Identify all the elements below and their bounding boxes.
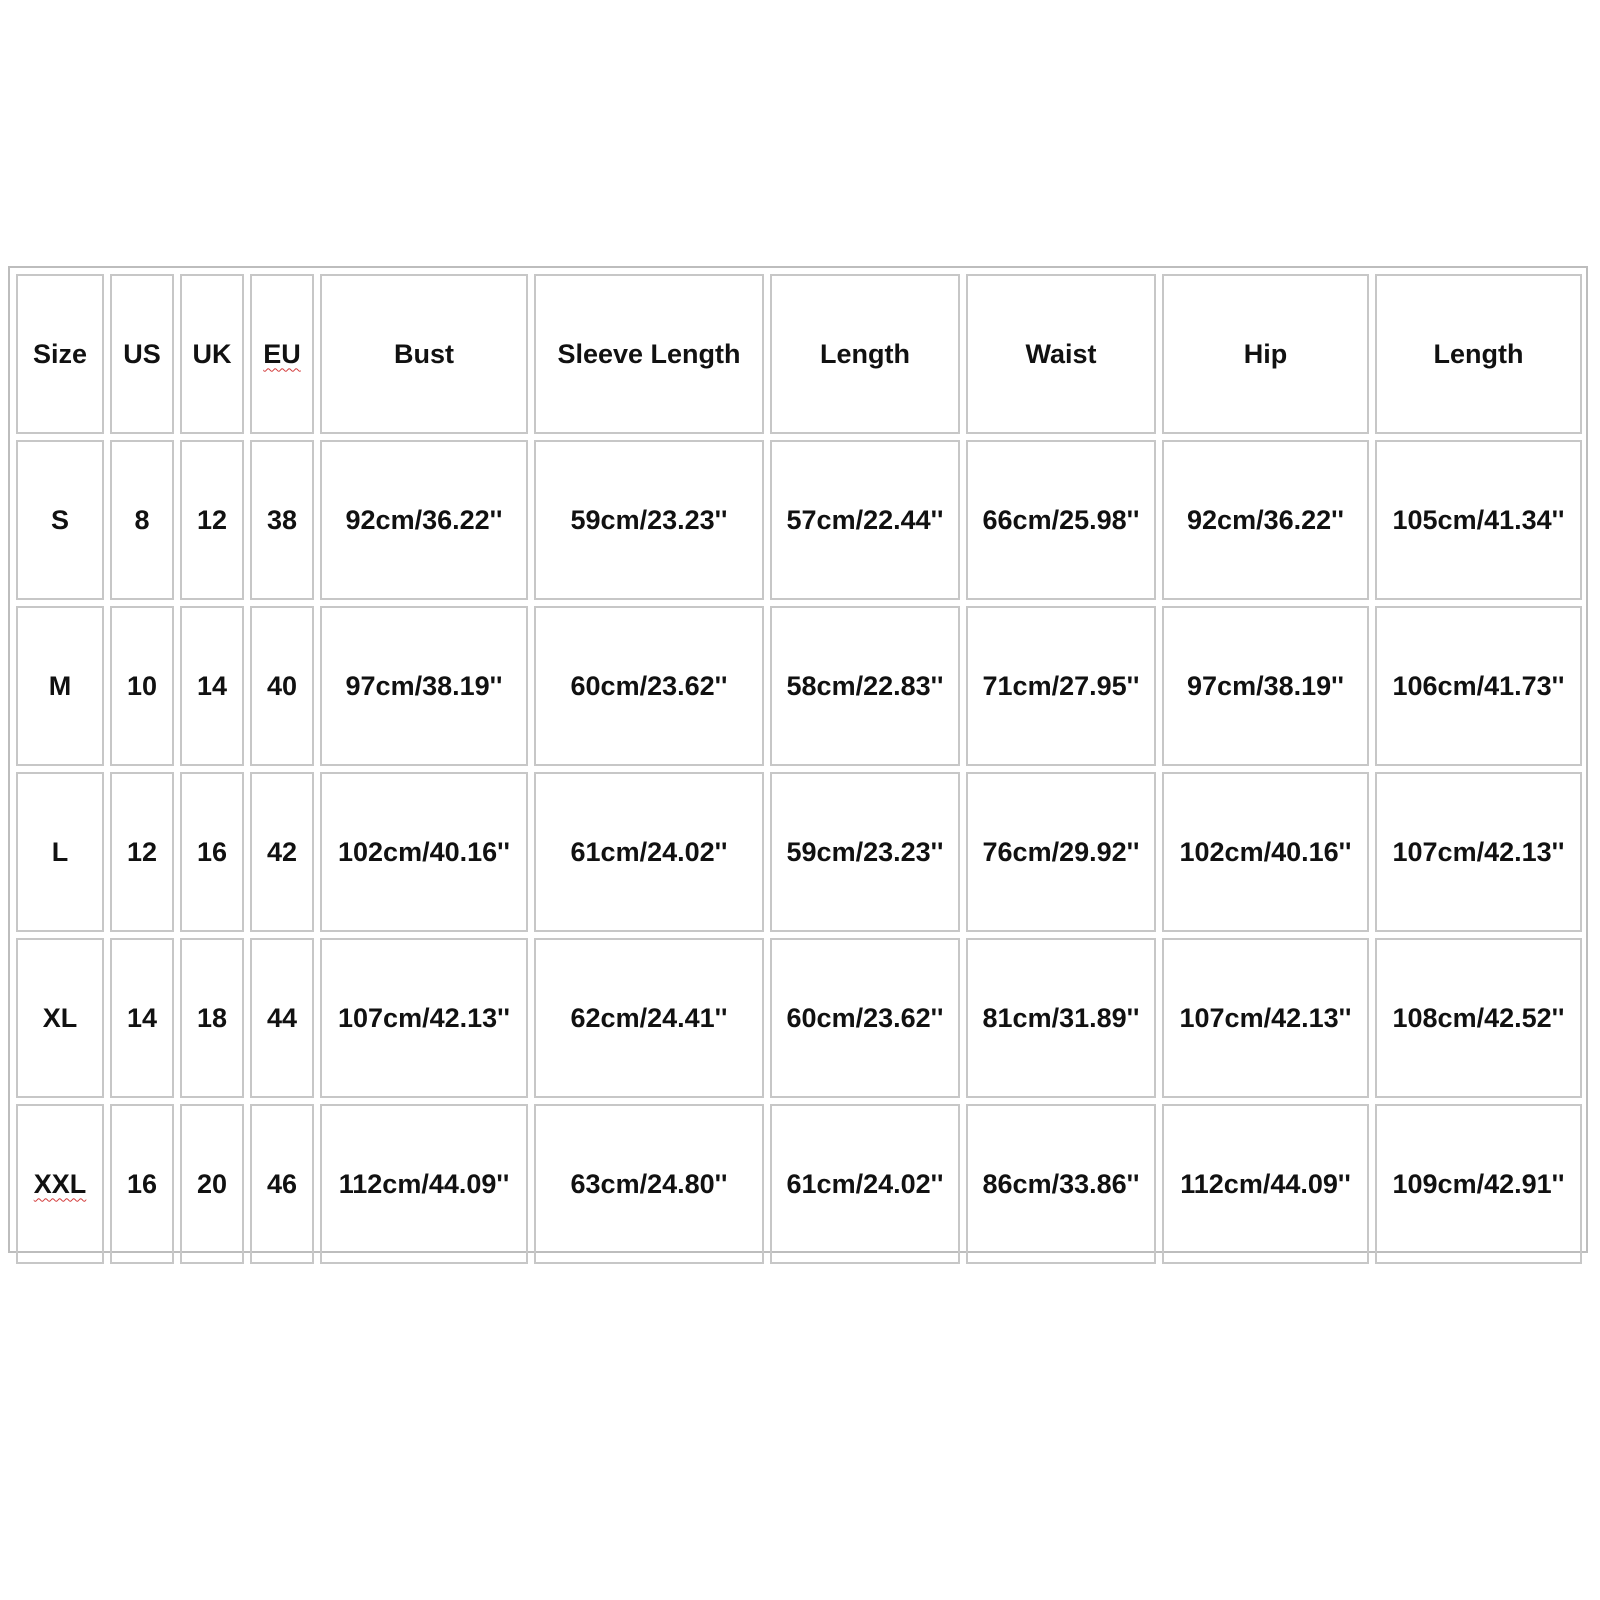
hip-cell: 97cm/38.19'' (1162, 606, 1369, 766)
size-cell: M (16, 606, 104, 766)
bust-cell: 97cm/38.19'' (320, 606, 528, 766)
header-us: US (110, 274, 174, 434)
waist-cell: 71cm/27.95'' (966, 606, 1156, 766)
uk-cell: 20 (180, 1104, 244, 1264)
bust-cell: 112cm/44.09'' (320, 1104, 528, 1264)
size-chart-table (10, 268, 1588, 1270)
us-cell: 14 (110, 938, 174, 1098)
hip-cell: 107cm/42.13'' (1162, 938, 1369, 1098)
header-eu (250, 274, 314, 434)
waist-cell: 66cm/25.98'' (966, 440, 1156, 600)
table-row (16, 938, 1582, 1098)
sleeve-length-cell: 62cm/24.41'' (534, 938, 764, 1098)
header-hip: Hip (1162, 274, 1369, 434)
total-length-cell: 106cm/41.73'' (1375, 606, 1582, 766)
total-length-cell: 107cm/42.13'' (1375, 772, 1582, 932)
table-row (16, 440, 1582, 600)
us-cell: 10 (110, 606, 174, 766)
length-cell: 61cm/24.02'' (770, 1104, 960, 1264)
header-sleeve-length: Sleeve Length (534, 274, 764, 434)
uk-cell: 18 (180, 938, 244, 1098)
table-row (16, 772, 1582, 932)
sleeve-length-cell: 61cm/24.02'' (534, 772, 764, 932)
eu-cell: 42 (250, 772, 314, 932)
total-length-cell: 108cm/42.52'' (1375, 938, 1582, 1098)
bust-cell: 107cm/42.13'' (320, 938, 528, 1098)
us-cell: 12 (110, 772, 174, 932)
bust-cell: 102cm/40.16'' (320, 772, 528, 932)
table-row (16, 1104, 1582, 1264)
uk-cell: 12 (180, 440, 244, 600)
length-cell: 60cm/23.62'' (770, 938, 960, 1098)
total-length-cell: 105cm/41.34'' (1375, 440, 1582, 600)
sleeve-length-cell: 60cm/23.62'' (534, 606, 764, 766)
hip-cell: 92cm/36.22'' (1162, 440, 1369, 600)
size-cell (16, 1104, 104, 1264)
hip-cell: 112cm/44.09'' (1162, 1104, 1369, 1264)
eu-cell: 38 (250, 440, 314, 600)
eu-cell: 46 (250, 1104, 314, 1264)
header-total-length: Length (1375, 274, 1582, 434)
header-size: Size (16, 274, 104, 434)
length-cell: 59cm/23.23'' (770, 772, 960, 932)
waist-cell: 76cm/29.92'' (966, 772, 1156, 932)
size-chart (8, 266, 1588, 1253)
hip-cell: 102cm/40.16'' (1162, 772, 1369, 932)
size-cell-label: XXL (33, 1168, 87, 1199)
size-cell: XL (16, 938, 104, 1098)
waist-cell: 86cm/33.86'' (966, 1104, 1156, 1264)
header-bust: Bust (320, 274, 528, 434)
us-cell: 16 (110, 1104, 174, 1264)
total-length-cell: 109cm/42.91'' (1375, 1104, 1582, 1264)
waist-cell: 81cm/31.89'' (966, 938, 1156, 1098)
uk-cell: 16 (180, 772, 244, 932)
header-eu-label: EU (263, 338, 301, 369)
header-length: Length (770, 274, 960, 434)
size-cell: S (16, 440, 104, 600)
header-row (16, 274, 1582, 434)
eu-cell: 40 (250, 606, 314, 766)
length-cell: 57cm/22.44'' (770, 440, 960, 600)
bust-cell: 92cm/36.22'' (320, 440, 528, 600)
header-waist: Waist (966, 274, 1156, 434)
sleeve-length-cell: 59cm/23.23'' (534, 440, 764, 600)
table-row (16, 606, 1582, 766)
length-cell: 58cm/22.83'' (770, 606, 960, 766)
sleeve-length-cell: 63cm/24.80'' (534, 1104, 764, 1264)
eu-cell: 44 (250, 938, 314, 1098)
us-cell: 8 (110, 440, 174, 600)
header-uk: UK (180, 274, 244, 434)
uk-cell: 14 (180, 606, 244, 766)
size-cell: L (16, 772, 104, 932)
